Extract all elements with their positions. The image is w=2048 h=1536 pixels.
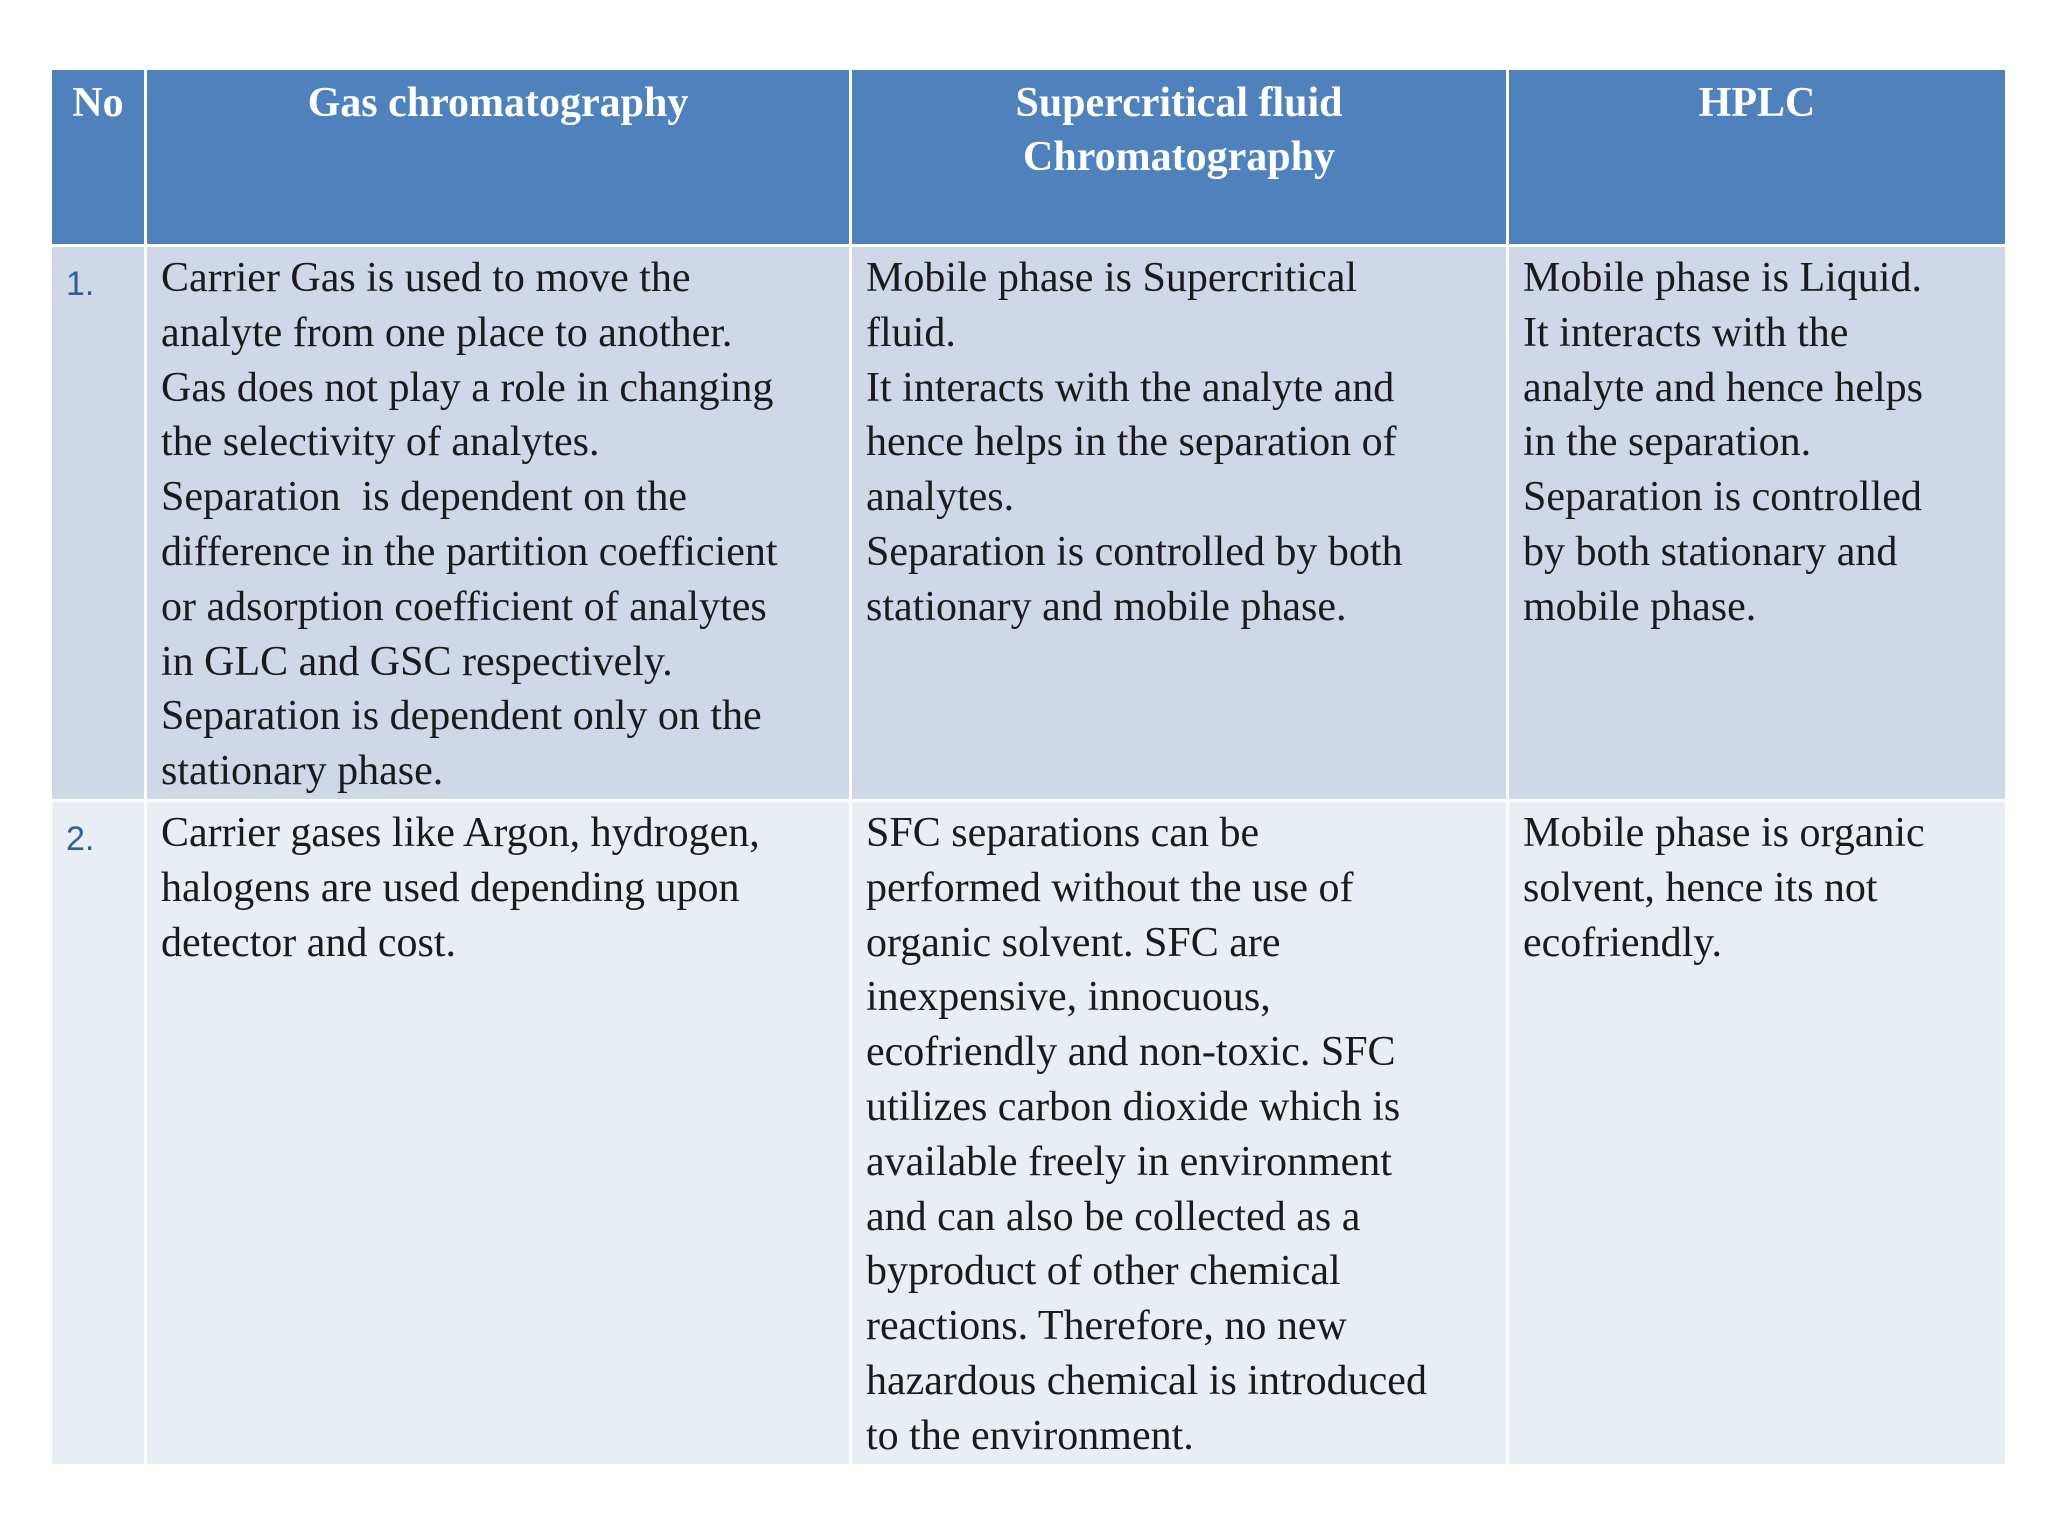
row-number: 1. [51, 246, 146, 801]
header-supercritical-fluid-chromatography: Supercritical fluid Chromatography [851, 69, 1508, 246]
text-line: hence helps in the separation of [866, 419, 1397, 466]
text-line: It interacts with the [1523, 309, 1849, 356]
text-line: fluid. [866, 309, 956, 356]
text-line: Separation is dependent on the [161, 474, 688, 521]
text-line: Separation is dependent only on the [161, 693, 762, 740]
header-hplc: HPLC [1508, 69, 2007, 246]
text-line: analyte from one place to another. [161, 309, 733, 356]
text-line: solvent, hence its not [1523, 864, 1878, 911]
text-line: It interacts with the analyte and [866, 364, 1395, 411]
text-line: reactions. Therefore, no new [866, 1303, 1347, 1350]
row-number: 2. [51, 800, 146, 1465]
text-line: by both stationary and [1523, 528, 1898, 575]
text-line: inexpensive, innocuous, [866, 974, 1271, 1021]
text-line: and can also be collected as a [866, 1193, 1361, 1240]
text-line: Carrier Gas is used to move the [161, 255, 691, 301]
text-line: the selectivity of analytes. [161, 419, 600, 466]
text-line: hazardous chemical is introduced [866, 1357, 1427, 1404]
text-line: or adsorption coefficient of analytes [161, 583, 767, 630]
text-line: stationary phase. [161, 748, 444, 795]
text-line: to the environment. [866, 1412, 1194, 1459]
header-gas-chromatography: Gas chromatography [146, 69, 851, 246]
cell-hplc [1508, 246, 2007, 801]
text-line: Mobile phase is Liquid. [1523, 255, 1922, 301]
text-line: ecofriendly and non-toxic. SFC [866, 1029, 1396, 1076]
text-line: ecofriendly. [1523, 919, 1723, 966]
header-no: No [51, 69, 146, 246]
text-line: difference in the partition coefficient [161, 528, 778, 575]
text-line: Mobile phase is Supercritical [866, 255, 1358, 301]
text-line: Separation is controlled [1523, 474, 1922, 521]
text-line: analytes. [866, 474, 1015, 521]
cell-supercritical-fluid [851, 800, 1508, 1465]
text-line: organic solvent. SFC are [866, 919, 1281, 966]
text-line: performed without the use of [866, 864, 1354, 911]
header-row [51, 69, 2007, 246]
text-line: in GLC and GSC respectively. [161, 638, 673, 685]
text-line: halogens are used depending upon [161, 864, 740, 911]
text-line: Mobile phase is organic [1523, 809, 1925, 856]
cell-supercritical-fluid [851, 246, 1508, 801]
text-line: in the separation. [1523, 419, 1812, 466]
cell-gas-chromatography [146, 800, 851, 1465]
text-line: byproduct of other chemical [866, 1248, 1341, 1295]
cell-hplc [1508, 800, 2007, 1465]
cell-gas-chromatography [146, 246, 851, 801]
text-line: stationary and mobile phase. [866, 583, 1347, 630]
table-row [51, 800, 2007, 1465]
text-line: Gas does not play a role in changing [161, 364, 774, 411]
table-row [51, 246, 2007, 801]
comparison-table [49, 67, 2008, 1467]
text-line: analyte and hence helps [1523, 364, 1923, 411]
text-line: utilizes carbon dioxide which is [866, 1083, 1401, 1130]
text-line: mobile phase. [1523, 583, 1757, 630]
text-line: available freely in environment [866, 1138, 1392, 1185]
text-line: Carrier gases like Argon, hydrogen, [161, 809, 760, 856]
text-line: detector and cost. [161, 919, 457, 966]
text-line: Separation is controlled by both [866, 528, 1403, 575]
text-line: SFC separations can be [866, 809, 1260, 856]
